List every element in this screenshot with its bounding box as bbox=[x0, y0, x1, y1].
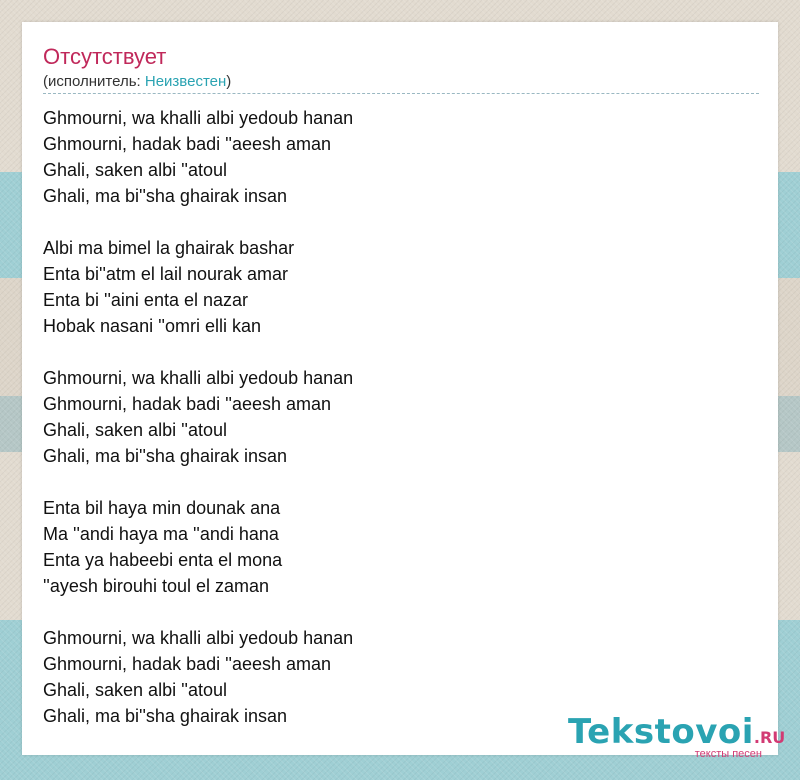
logo-name: Tekstovoi bbox=[568, 712, 754, 752]
lyric-line: Ghmourni, wa khalli albi yedoub hanan bbox=[43, 368, 354, 388]
lyric-line: Ghali, saken albi ''atoul bbox=[43, 680, 227, 700]
lyric-line: Ghali, saken albi ''atoul bbox=[43, 160, 227, 180]
site-logo[interactable] bbox=[568, 712, 786, 760]
lyric-line: Enta ya habeebi enta el mona bbox=[43, 550, 283, 570]
song-title: Отсутствует bbox=[43, 44, 167, 69]
stanza bbox=[43, 235, 643, 339]
lyric-line: Ghmourni, wa khalli albi yedoub hanan bbox=[43, 108, 354, 128]
lyric-line: Enta bil haya min dounak ana bbox=[43, 498, 281, 518]
lyric-line: Ghmourni, hadak badi ''aeesh aman bbox=[43, 394, 332, 414]
stanza bbox=[43, 105, 643, 209]
lyric-line: Ma ''andi haya ma ''andi hana bbox=[43, 524, 279, 544]
artist-line bbox=[43, 73, 231, 91]
lyric-line: Ghali, ma bi''sha ghairak insan bbox=[43, 706, 288, 726]
lyric-line: ''ayesh birouhi toul el zaman bbox=[43, 576, 270, 596]
artist-prefix: (исполнитель: bbox=[43, 73, 145, 90]
lyric-line: Ghali, ma bi''sha ghairak insan bbox=[43, 446, 288, 466]
logo-tagline: тексты песен bbox=[694, 748, 762, 760]
stanza bbox=[43, 495, 643, 599]
header-divider bbox=[43, 93, 759, 94]
logo-tld: .RU bbox=[753, 728, 786, 747]
lyric-line: Enta bi''atm el lail nourak amar bbox=[43, 264, 288, 284]
lyric-line: Ghmourni, wa khalli albi yedoub hanan bbox=[43, 628, 354, 648]
stanza bbox=[43, 365, 643, 469]
lyric-line: Ghali, saken albi ''atoul bbox=[43, 420, 227, 440]
lyric-line: Ghmourni, hadak badi ''aeesh aman bbox=[43, 654, 332, 674]
lyric-line: Ghmourni, hadak badi ''aeesh aman bbox=[43, 134, 332, 154]
lyrics-body bbox=[43, 105, 643, 729]
lyric-line: Ghali, ma bi''sha ghairak insan bbox=[43, 186, 288, 206]
lyric-line: Hobak nasani ''omri elli kan bbox=[43, 316, 261, 336]
artist-link[interactable]: Неизвестен bbox=[144, 73, 227, 90]
lyrics-card bbox=[22, 22, 786, 760]
lyric-line: Enta bi ''aini enta el nazar bbox=[43, 290, 249, 310]
lyric-line: Albi ma bimel la ghairak bashar bbox=[43, 238, 295, 258]
artist-suffix: ) bbox=[226, 73, 232, 90]
stanza bbox=[43, 625, 643, 729]
